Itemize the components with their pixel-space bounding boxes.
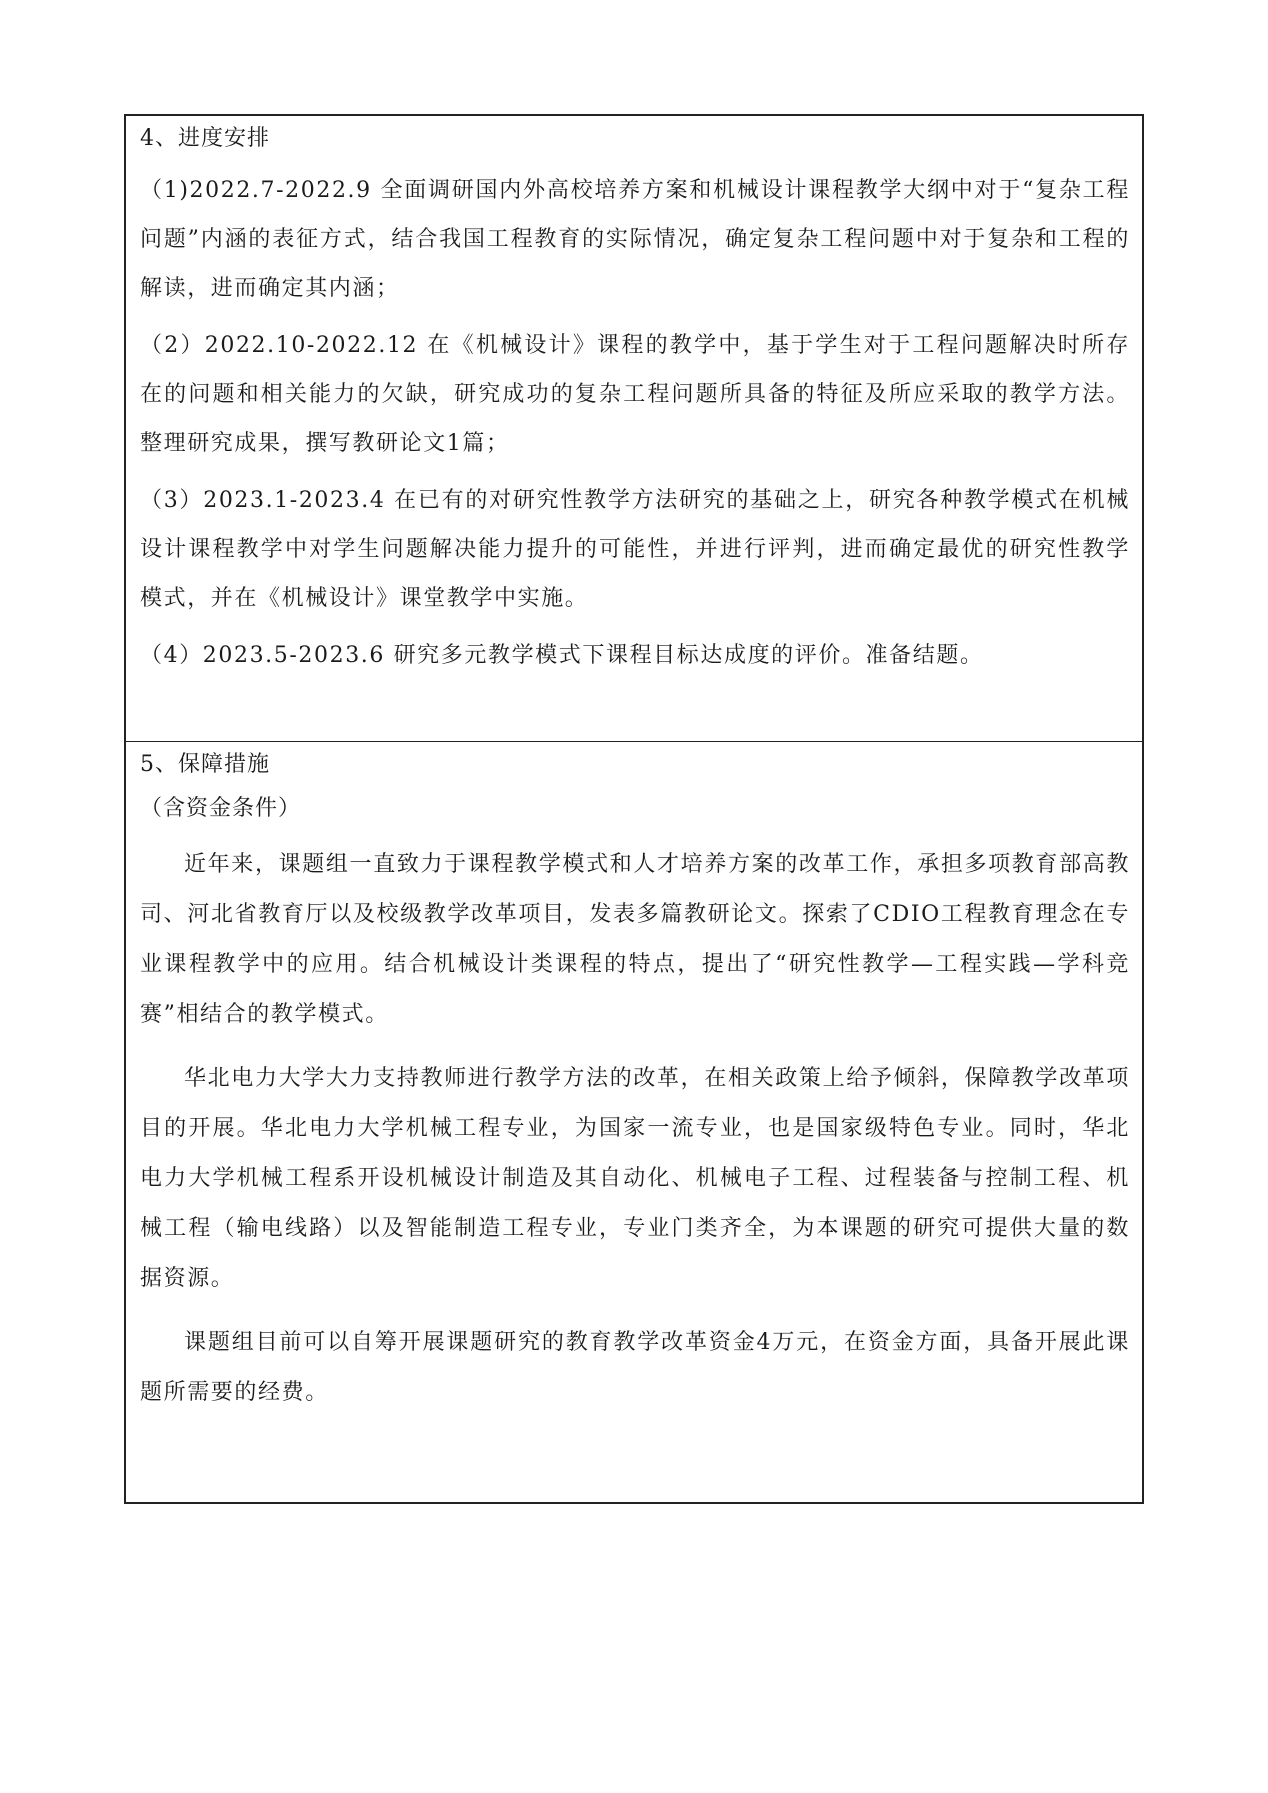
schedule-section-title: 4、进度安排: [140, 126, 270, 151]
guarantee-paragraph-2: 华北电力大学大力支持教师进行教学方法的改革，在相关政策上给予倾斜，保障教学改革项目的开展。华北电力大学机械工程专业，为国家一流专业，也是国家级特色专业。同时，华北电力大学机械工程系开设机械设计制造及其自动化、机械电子工程、过程装备与控制工程、机械工程（输电线路）以及智能制造工程专业，专业门类齐全，为本课题的研究可提供大量的数据资源。: [140, 1066, 1130, 1291]
guarantee-cell: [126, 742, 1142, 1502]
schedule-item-3: （3）2023.1-2023.4 在已有的对研究性教学方法研究的基础之上，研究各种教学模式在机械设计课程教学中对学生问题解决能力提升的可能性，并进行评判，进而确定最优的研究性教学模式，并在《机械设计》课堂教学中实施。: [140, 488, 1130, 611]
schedule-cell: [126, 116, 1142, 742]
guarantee-section-title: 5、保障措施: [140, 752, 270, 777]
schedule-item-4: （4）2023.5-2023.6 研究多元教学模式下课程目标达成度的评价。准备结题。: [140, 643, 984, 668]
guarantee-subtitle: （含资金条件）: [140, 796, 302, 821]
document-table: [124, 114, 1144, 1504]
guarantee-paragraph-3: 课题组目前可以自筹开展课题研究的教育教学改革资金4万元，在资金方面，具备开展此课题所需要的经费。: [140, 1330, 1130, 1405]
guarantee-paragraph-1: 近年来，课题组一直致力于课程教学模式和人才培养方案的改革工作，承担多项教育部高教司、河北省教育厅以及校级教学改革项目，发表多篇教研论文。探索了CDIO工程教育理念在专业课程教学中的应用。结合机械设计类课程的特点，提出了“研究性教学—工程实践—学科竞赛”相结合的教学模式。: [140, 852, 1130, 1027]
schedule-item-2: （2）2022.10-2022.12 在《机械设计》课程的教学中，基于学生对于工程问题解决时所存在的问题和相关能力的欠缺，研究成功的复杂工程问题所具备的特征及所应采取的教学方法。整理研究成果，撰写教研论文1篇；: [140, 333, 1130, 456]
schedule-item-1: （1)2022.7-2022.9 全面调研国内外高校培养方案和机械设计课程教学大纲中对于“复杂工程问题”内涵的表征方式，结合我国工程教育的实际情况，确定复杂工程问题中对于复杂和工程的解读，进而确定其内涵；: [140, 178, 1130, 301]
